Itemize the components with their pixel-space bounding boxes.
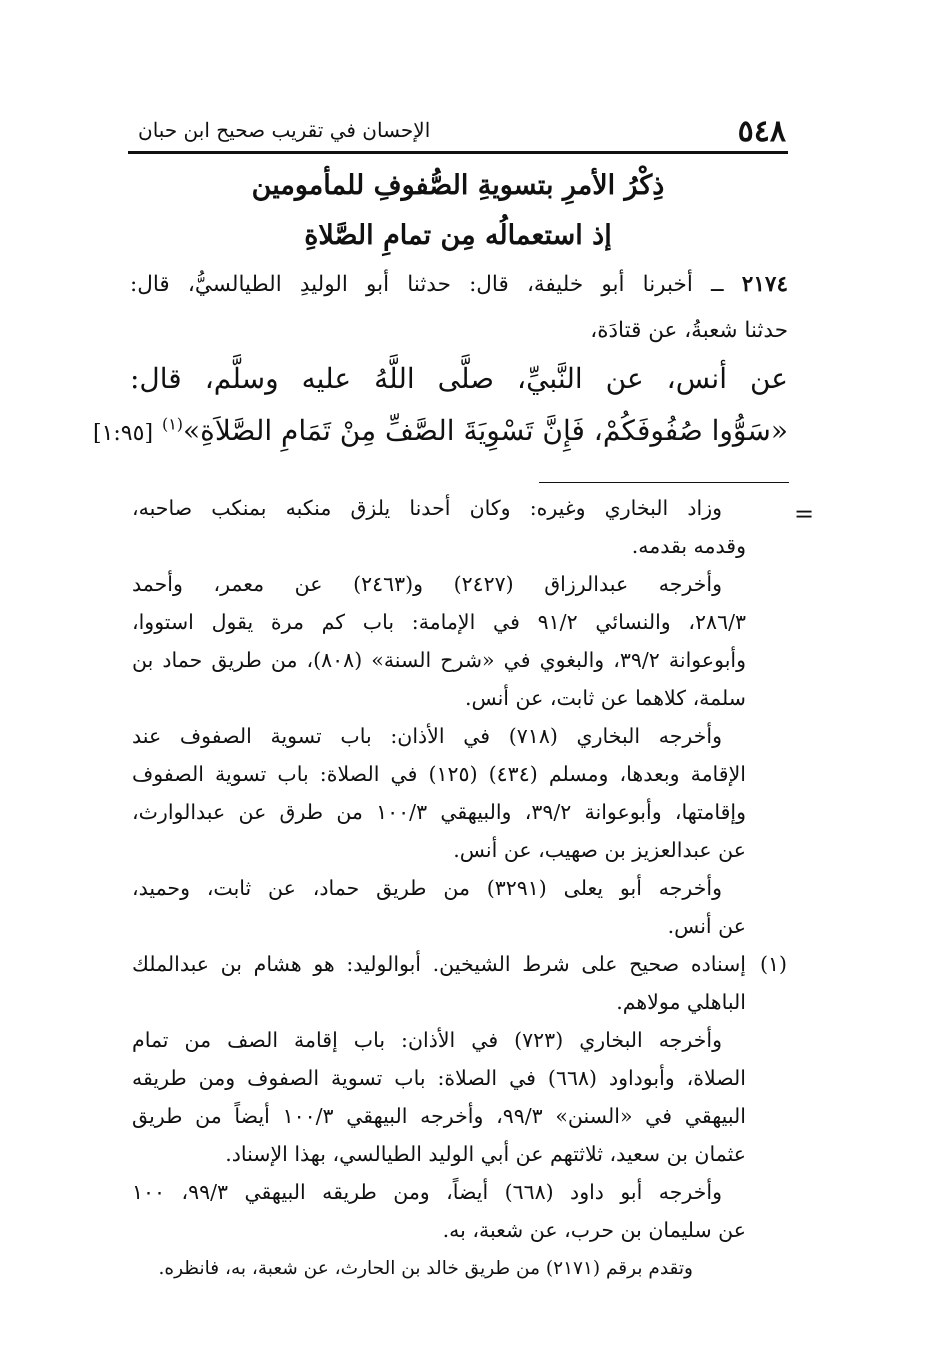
footnote-line: عن عبدالعزيز بن صهيب، عن أنس.: [453, 838, 746, 862]
footnote-line: وأخرجه أبو يعلى (٣٢٩١) من طريق حماد، عن ثابت، وحميد،: [132, 876, 722, 900]
footnote-separator: [539, 482, 789, 483]
footnote-1-marker: (١): [760, 952, 788, 976]
continuation-mark: =: [794, 500, 815, 528]
isnad-text-1: ــ أخبرنا أبو خليفة، قال: حدثنا أبو الوليدِ الطيالسيُّ، قال:: [130, 272, 724, 297]
hadith-number: ٢١٧٤: [741, 272, 788, 297]
matn-text: «سَوُّوا صُفُوفَكُمْ، فَإِنَّ تَسْوِيَةَ الصَّفِّ مِنْ تَمَامِ الصَّلاَةِ»: [183, 414, 788, 447]
footnote-line: وتقدم برقم (٢١٧١) من طريق خالد بن الحارث، عن شعبة، به، فانظره.: [158, 1258, 693, 1279]
footnote-line: إسناده صحيح على شرط الشيخين. أبوالوليد: هو هشام بن عبدالملك: [132, 952, 746, 976]
page-header: [128, 108, 788, 154]
footnote-line: ٢٨٦/٣، والنسائي ٩١/٢ في الإمامة: باب كم مرة يقول استووا،: [132, 610, 746, 634]
footnote-line: الإقامة وبعدها، ومسلم (٤٣٤) (١٢٥) في الصلاة: باب تسوية الصفوف: [132, 762, 746, 786]
hadith-matn-line-2: [92, 414, 788, 447]
footnote-line: عن أنس.: [667, 914, 746, 938]
footnote-line: وأخرجه عبدالرزاق (٢٤٢٧) و(٢٤٦٣) عن معمر، وأحمد: [132, 572, 722, 596]
running-title: الإحسان في تقريب صحيح ابن حبان: [138, 118, 431, 142]
header-rule: [128, 151, 788, 154]
footnote-reference: (١): [161, 414, 184, 434]
footnote-line: وأخرجه أبو داود (٦٦٨) أيضاً، ومن طريقه البيهقي ٩٩/٣، ١٠٠: [132, 1180, 722, 1204]
footnote-line: عن سليمان بن حرب، عن شعبة، به.: [442, 1218, 746, 1242]
hadith-isnad-line-2: حدثنا شعبةُ، عن قتادَة،: [590, 318, 788, 343]
footnote-line: وأبوعوانة ٣٩/٢، والبغوي في «شرح السنة» (٨٠٨)، من طريق حماد بن: [132, 648, 746, 672]
hadith-matn-line-1: عن أنس، عن النَّبيِّ، صلَّى اللَّهُ عليه وسلَّم، قال:: [130, 362, 788, 395]
hadith-source-reference: [١:٩٥]: [92, 421, 154, 446]
footnote-line: وزاد البخاري وغيره: وكان أحدنا يلزق منكبه بمنكب صاحبه،: [132, 496, 722, 520]
footnote-line: وإقامتها، وأبوعوانة ٣٩/٢، والبيهقي ١٠٠/٣ من طرق عن عبدالوارث،: [132, 800, 746, 824]
page-number: ٥٤٨: [737, 114, 786, 149]
footnote-line: سلمة، كلاهما عن ثابت، عن أنس.: [464, 686, 746, 710]
footnote-line: وأخرجه البخاري (٧٢٣) في الأذان: باب إقامة الصف من تمام: [132, 1028, 723, 1052]
hadith-isnad-line-1: [130, 272, 788, 297]
footnote-line: عثمان بن سعيد، ثلاثتهم عن أبي الوليد الطيالسي، بهذا الإسناد.: [225, 1142, 746, 1166]
footnote-line: البيهقي في «السنن» ٩٩/٣، وأخرجه البيهقي ١٠٠/٣ أيضاً من طريق: [132, 1104, 746, 1128]
footnote-line: الباهلي مولاهم.: [616, 990, 746, 1014]
footnote-line: وأخرجه البخاري (٧١٨) في الأذان: باب تسوية الصفوف عند: [132, 724, 722, 748]
chapter-title-line-2: إذ استعمالُه مِن تمامِ الصَّلاةِ: [304, 220, 612, 251]
footnote-line: الصلاة، وأبوداود (٦٦٨) في الصلاة: باب تسوية الصفوف ومن طريقه: [132, 1066, 746, 1090]
chapter-title-line-1: ذِكْرُ الأمرِ بتسويةِ الصُّفوفِ للمأمومين: [251, 170, 665, 201]
footnote-line: وقدمه بقدمه.: [631, 534, 746, 558]
